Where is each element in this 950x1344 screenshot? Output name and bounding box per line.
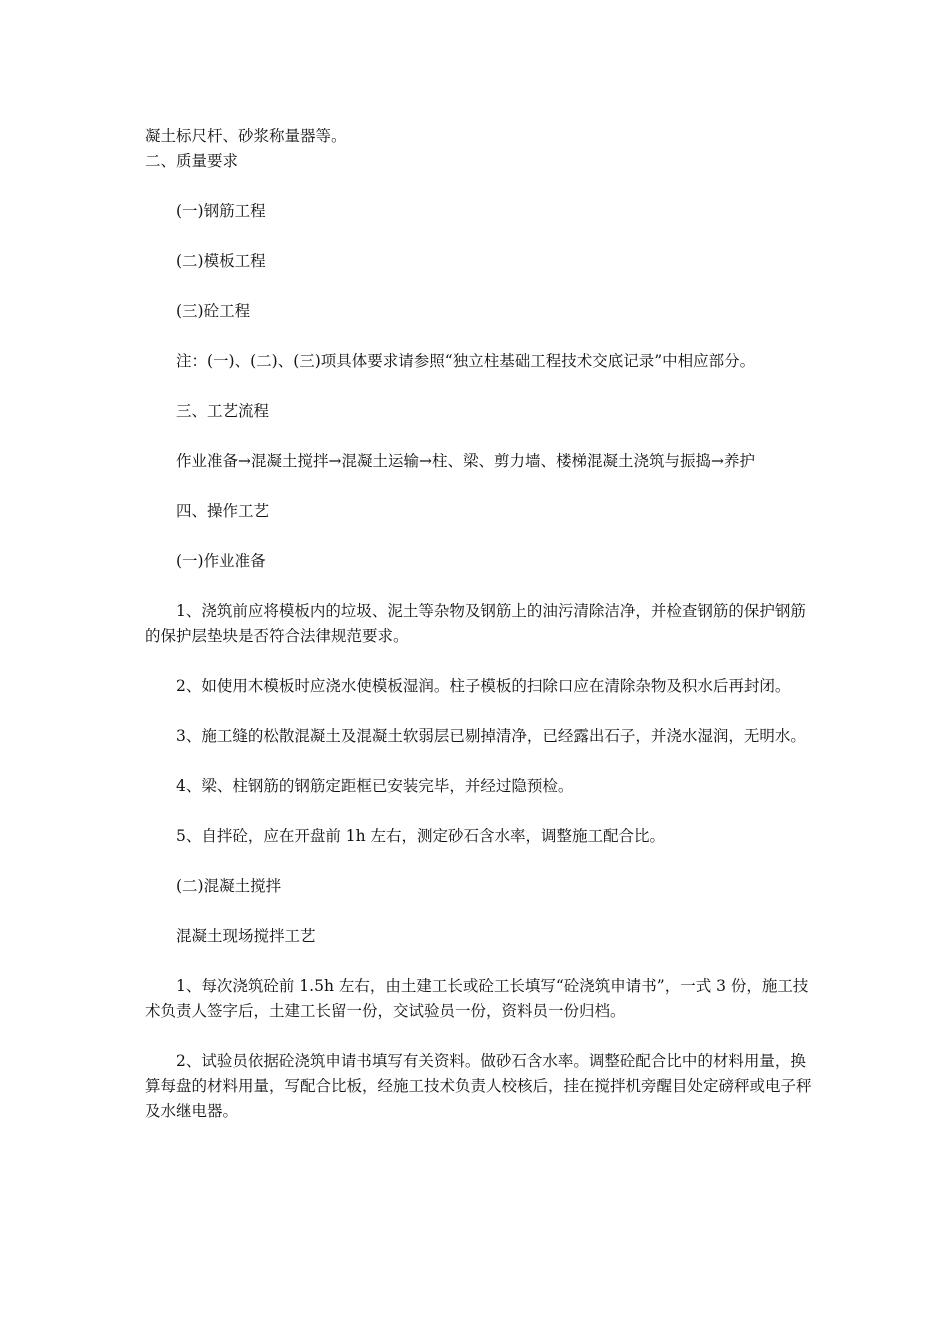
subsection-heading: (一)钢筋工程	[176, 202, 266, 220]
subsection-heading: (三)砼工程	[176, 302, 251, 320]
paragraph: 3、施工缝的松散混凝土及混凝土软弱层已剔掉清净，已经露出石子，并浇水湿润，无明水。	[176, 727, 806, 745]
section-heading: 四、操作工艺	[176, 502, 270, 520]
note-paragraph: 注：(一)、(二)、(三)项具体要求请参照“独立柱基础工程技术交底记录”中相应部分。	[176, 352, 756, 370]
paragraph: 2、如使用木模板时应浇水使模板湿润。柱子模板的扫除口应在清除杂物及积水后再封闭。	[176, 677, 791, 695]
subsection-heading: (一)作业准备	[176, 552, 266, 570]
paragraph: 1、每次浇筑砼前 1.5h 左右，由土建工长或砼工长填写“砼浇筑申请书”，一式 3 份，施工技术负责人签字后，土建工长留一份，交试验员一份，资料员一份归档。	[145, 977, 809, 1020]
paragraph: 2、试验员依据砼浇筑申请书填写有关资料。做砂石含水率。调整砼配合比中的材料用量，换算每盘的材料用量，写配合比板，经施工技术负责人校核后，挂在搅拌机旁醒目处定磅秤或电子秤及水继电器。	[145, 1052, 812, 1120]
section-heading: 二、质量要求	[145, 152, 239, 170]
subsection-heading: (二)模板工程	[176, 252, 266, 270]
paragraph: 凝土标尺杆、砂浆称量器等。	[145, 127, 347, 145]
paragraph: 5、自拌砼，应在开盘前 1h 左右，测定砂石含水率，调整施工配合比。	[176, 827, 666, 845]
paragraph: 作业准备→混凝土搅拌→混凝土运输→柱、梁、剪力墙、楼梯混凝土浇筑与振捣→养护	[176, 452, 755, 470]
document-body	[145, 124, 815, 1124]
paragraph: 4、梁、柱钢筋的钢筋定距框已安装完毕，并经过隐预检。	[176, 777, 574, 795]
section-heading: 三、工艺流程	[176, 402, 270, 420]
paragraph: 混凝土现场搅拌工艺	[176, 927, 316, 945]
subsection-heading: (二)混凝土搅拌	[176, 877, 282, 895]
paragraph: 1、浇筑前应将模板内的垃圾、泥土等杂物及钢筋上的油污清除洁净，并检查钢筋的保护钢筋的保护层垫块是否符合法律规范要求。	[145, 602, 806, 645]
